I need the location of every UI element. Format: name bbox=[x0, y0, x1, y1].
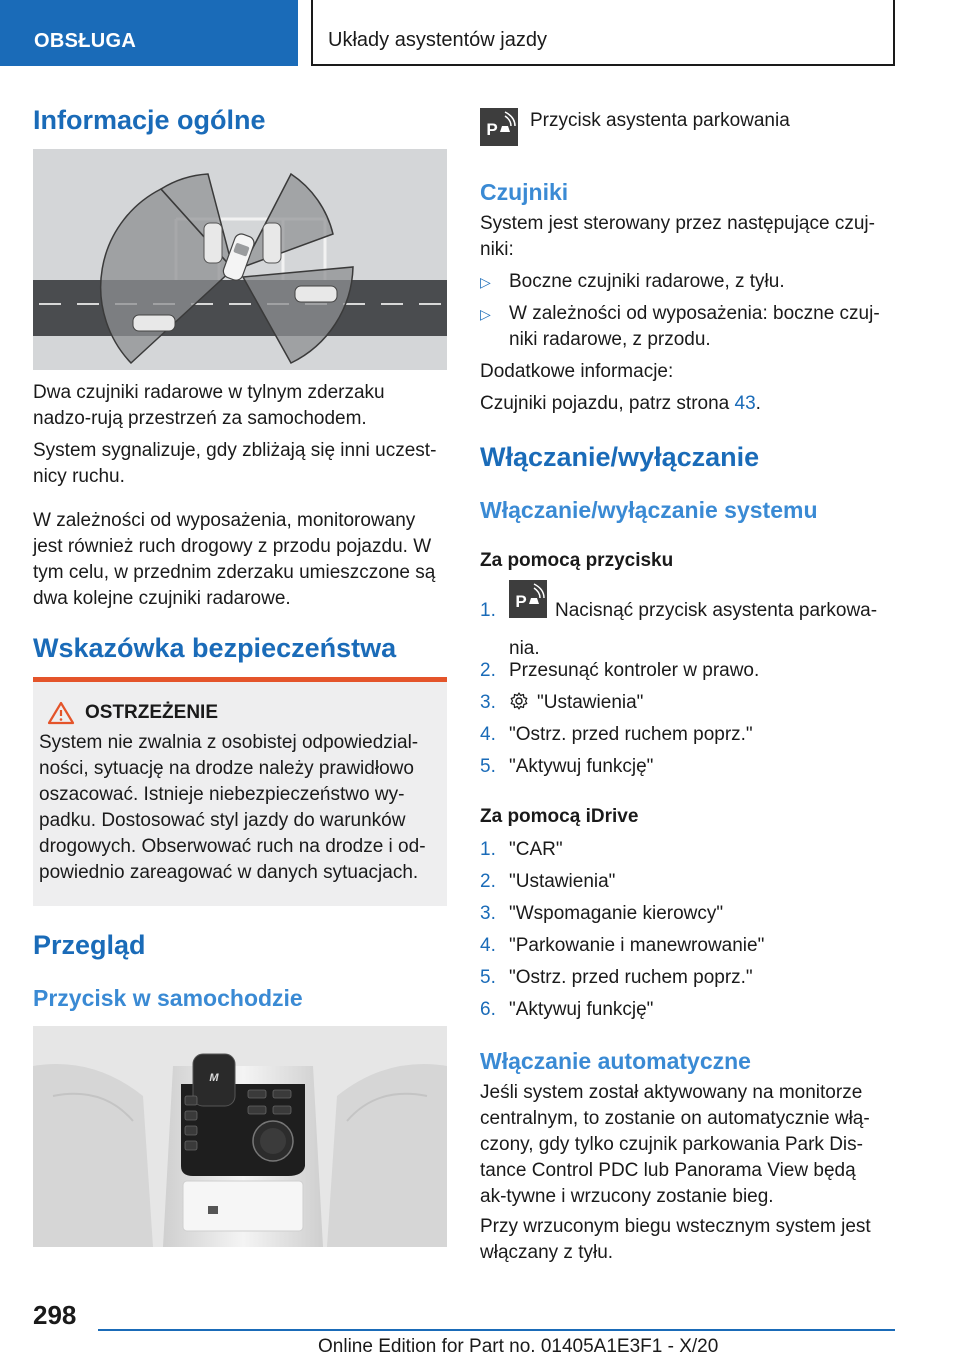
list-item: 3. "Ustawienia" bbox=[480, 692, 644, 713]
list-item: 1. "CAR" bbox=[480, 839, 563, 860]
radar-sensor-diagram bbox=[33, 149, 447, 370]
triangle-bullet-icon: ▷ bbox=[480, 306, 491, 322]
list-item: 2. "Ustawienia" bbox=[480, 871, 616, 892]
paragraph-signals: System sygnalizuje, gdy zbliżają się inni uczest-nicy ruchu. bbox=[33, 440, 437, 487]
extra-info-label: Dodatkowe informacje: bbox=[480, 361, 674, 382]
heading-overview: Przegląd bbox=[33, 930, 146, 960]
header-chapter-box bbox=[311, 0, 895, 66]
warning-triangle-icon bbox=[47, 701, 75, 725]
list-item: 6. "Aktywuj funkcję" bbox=[480, 999, 654, 1020]
heading-on-off: Włączanie/wyłączanie bbox=[480, 442, 760, 472]
button-caption: Przycisk asystenta parkowania bbox=[530, 110, 790, 131]
idrive-steps-list bbox=[480, 837, 880, 1029]
list-item: 5. "Aktywuj funkcję" bbox=[480, 756, 654, 777]
list-item: 4. "Parkowanie i manewrowanie" bbox=[480, 935, 765, 956]
header-chapter-label: Układy asystentów jazdy bbox=[328, 29, 547, 51]
header-section-tab bbox=[0, 0, 298, 66]
triangle-bullet-icon: ▷ bbox=[480, 274, 491, 290]
list-item: ▷ W zależności od wyposażenia: boczne czuj-niki radarowe, z przodu. bbox=[480, 303, 880, 350]
list-item: ▷ Boczne czujniki radarowe, z tyłu. bbox=[480, 269, 880, 295]
svg-text:P: P bbox=[486, 120, 498, 139]
button-caption-row bbox=[480, 108, 790, 146]
left-column bbox=[33, 96, 447, 1266]
warning-box bbox=[33, 677, 447, 906]
list-item: 1. P Nacisnąć przycisk asystenta parkowa-nia. bbox=[480, 580, 880, 644]
heading-safety: Wskazówka bezpieczeństwa bbox=[33, 633, 397, 663]
warning-text: System nie zwalnia z osobistej odpowiedzial-ności, sytuację na drodze należy prawidłowo oszacować. Istnieje niebezpieczeństwo wy-padku. Dostosować styl jazdy do warunków drogowych. Obserwować ruch na drodze i od-powiednio zareagować w danych sytuacjach. bbox=[39, 732, 426, 883]
warning-title: OSTRZEŻENIE bbox=[85, 702, 219, 723]
heading-auto-on: Włączanie automatyczne bbox=[480, 1048, 751, 1074]
settings-gear-icon bbox=[509, 691, 529, 711]
park-assist-button-icon bbox=[509, 580, 547, 618]
header-section-label: OBSŁUGA bbox=[34, 30, 137, 52]
list-item: 5. "Ostrz. przed ruchem poprz." bbox=[480, 967, 753, 988]
button-steps-list bbox=[480, 580, 880, 786]
heading-button-in-car: Przycisk w samochodzie bbox=[33, 985, 303, 1011]
paragraph-front-sensors: W zależności od wyposażenia, monitorowany jest również ruch drogowy z przodu pojazdu. W tym celu, w przednim zderzaku umieszczone są dwa kolejne czujniki radarowe. bbox=[33, 510, 436, 609]
sensors-reference: Czujniki pojazdu, patrz strona 43. bbox=[480, 393, 761, 414]
park-assist-button-icon bbox=[480, 108, 518, 146]
list-item: 2. Przesunąć kontroler w prawo. bbox=[480, 660, 760, 681]
svg-text:P: P bbox=[515, 592, 527, 611]
heading-sensors: Czujniki bbox=[480, 179, 569, 205]
center-console-illustration bbox=[33, 1026, 447, 1247]
auto-paragraph-1: Jeśli system został aktywowany na monitorze centralnym, to zostanie on automatycznie włą-czony, gdy tylko czujnik parkowania Park Dis-tance Control PDC lub Panorama View będą ak-tywne i wrzucony zostanie bieg. bbox=[480, 1082, 870, 1207]
heading-general: Informacje ogólne bbox=[33, 105, 266, 135]
list-item: 3. "Wspomaganie kierowcy" bbox=[480, 903, 724, 924]
page-reference-link[interactable]: 43 bbox=[734, 393, 756, 414]
heading-on-off-system: Włączanie/wyłączanie systemu bbox=[480, 497, 818, 523]
radar-illustration bbox=[33, 149, 447, 370]
footer-edition: Online Edition for Part no. 01405A1E3F1 - X/20 bbox=[318, 1336, 719, 1357]
auto-paragraph-2: Przy wrzuconym biegu wstecznym system jest włączany z tyłu. bbox=[480, 1216, 871, 1263]
heading-by-idrive: Za pomocą iDrive bbox=[480, 806, 639, 827]
center-console-photo bbox=[33, 1026, 447, 1247]
heading-by-button: Za pomocą przycisku bbox=[480, 550, 674, 571]
sensors-intro: System jest sterowany przez następujące czuj-niki: bbox=[480, 213, 875, 260]
footer-rule bbox=[98, 1329, 895, 1331]
right-column bbox=[480, 96, 880, 1266]
page-number: 298 bbox=[33, 1300, 77, 1330]
list-item: 4. "Ostrz. przed ruchem poprz." bbox=[480, 724, 753, 745]
paragraph-radar-rear: Dwa czujniki radarowe w tylnym zderzaku nadzo-rują przestrzeń za samochodem. bbox=[33, 382, 385, 429]
sensors-list bbox=[480, 269, 880, 359]
shifter-logo: M bbox=[209, 1072, 219, 1084]
